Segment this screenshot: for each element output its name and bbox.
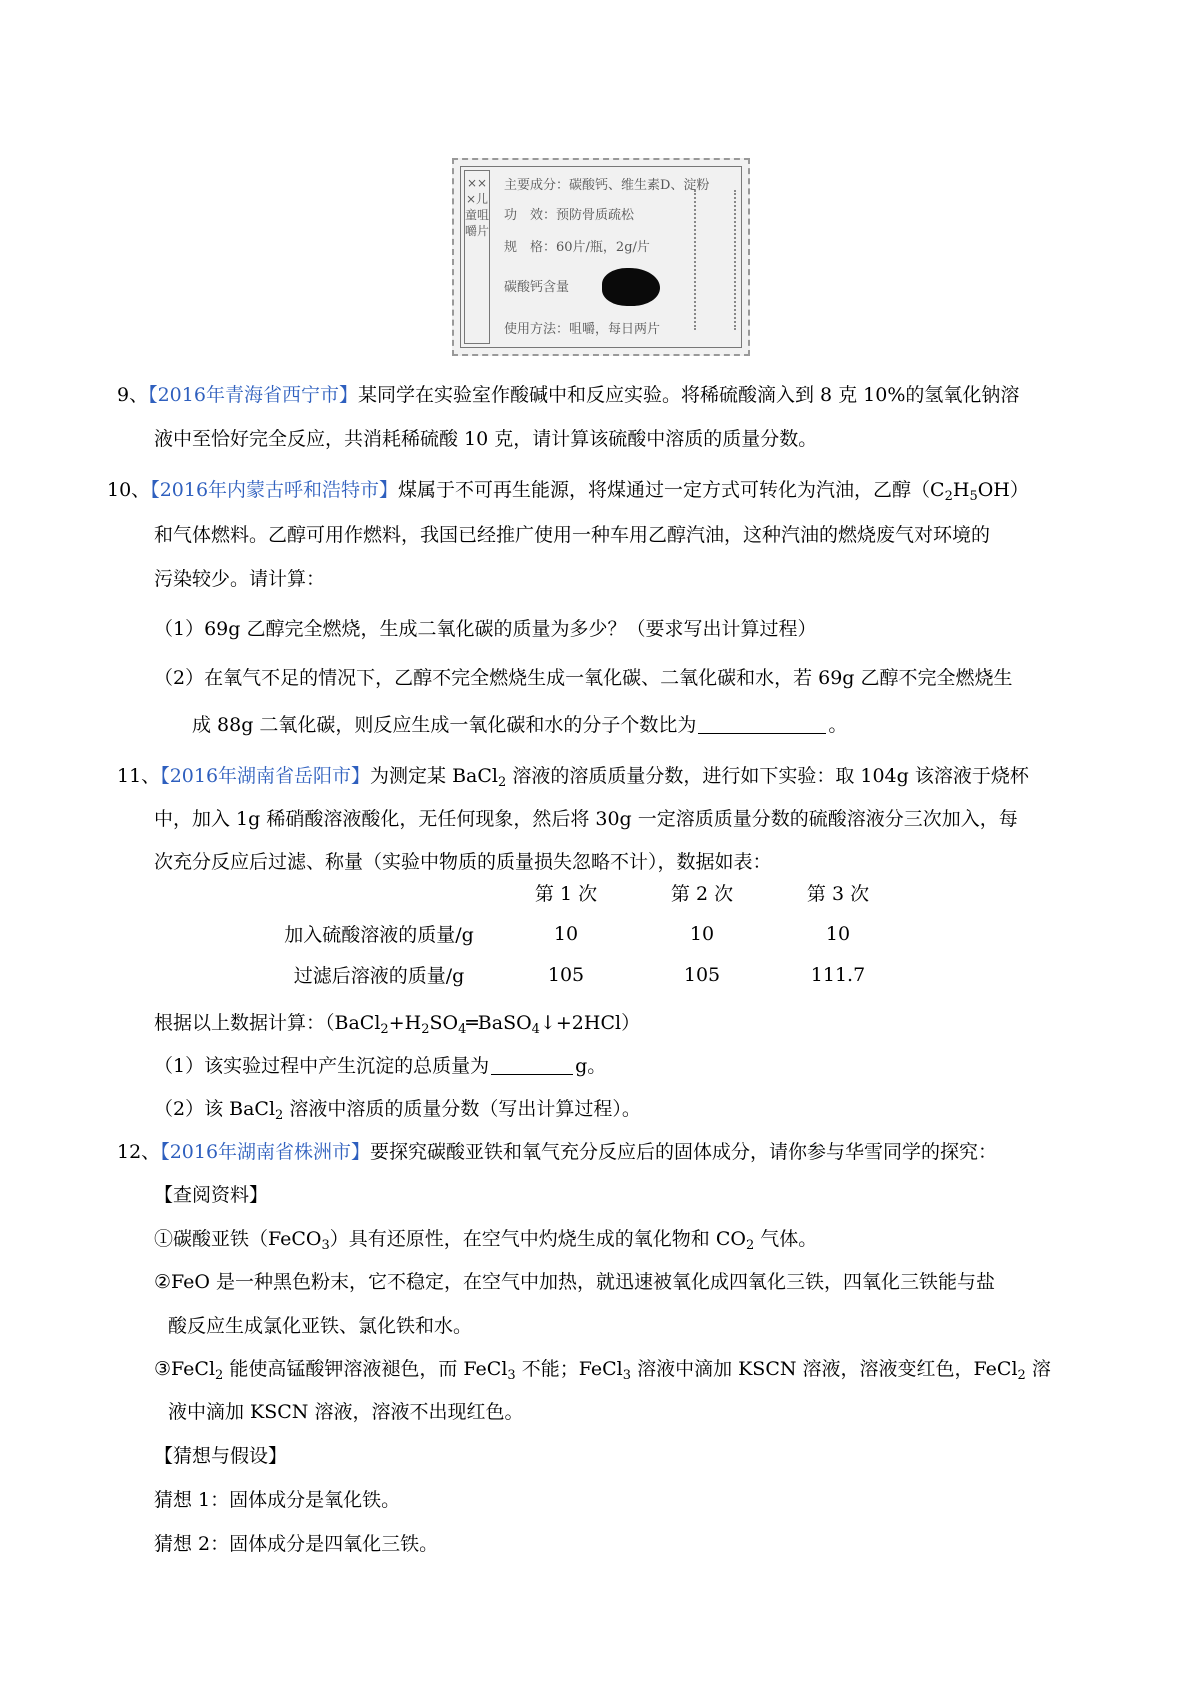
data-table (260, 872, 906, 995)
q9-source: 【2016年青海省西宁市】 (148, 384, 358, 406)
q11-part-2 (154, 1096, 641, 1122)
info-text: ）具有还原性，在空气中灼烧生成的氧化物和 CO (329, 1228, 746, 1250)
table-header: 第 1 次 (534, 883, 598, 905)
info-text: ③FeCl (154, 1358, 216, 1380)
q11-line-1 (117, 763, 1029, 789)
q12-line-1 (117, 1139, 997, 1165)
q10-line-3: 污染较少。请计算： (154, 568, 326, 590)
info-item-3-line-1 (154, 1356, 1051, 1382)
info-text: 溶 (1025, 1358, 1051, 1380)
info-text: 能使高锰酸钾溶液褪色，而 FeCl (223, 1358, 508, 1380)
info-item-2-line-2: 酸反应生成氯化亚铁、氯化铁和水。 (168, 1315, 473, 1337)
q10-part-2-line-1: （2）在氧气不足的情况下，乙醇不完全燃烧生成一氧化碳、二氧化碳和水，若 69g 乙醇不完全燃烧生 (154, 667, 1013, 689)
answer-blank[interactable] (698, 714, 826, 734)
q11-number: 11、 (117, 765, 161, 787)
sub: 4 (458, 1022, 467, 1037)
sub: 2 (380, 1022, 389, 1037)
q11-source: 【2016年湖南省岳阳市】 (160, 765, 371, 787)
info-item-3-line-2: 液中滴加 KSCN 溶液，溶液不出现红色。 (168, 1401, 524, 1423)
q9-number: 9、 (117, 384, 149, 406)
sub: 4 (531, 1022, 540, 1037)
hypothesis-1: 猜想 1：固体成分是氧化铁。 (154, 1489, 401, 1511)
label-decoration (694, 190, 736, 330)
sub: 2 (944, 489, 953, 504)
q9-line-2: 液中至恰好完全反应，共消耗稀硫酸 10 克，请计算该硫酸中溶质的质量分数。 (154, 428, 818, 450)
table-cell: 105 (683, 963, 721, 986)
info-text: ①碳酸亚铁（FeCO (154, 1228, 322, 1250)
calc-text: 根据以上数据计算：（BaCl (154, 1012, 381, 1034)
table-header: 第 2 次 (670, 883, 734, 905)
table-row (260, 913, 906, 954)
q12-source: 【2016年湖南省株洲市】 (160, 1141, 371, 1163)
table-cell: 105 (547, 963, 585, 986)
section-heading-hypothesis: 【猜想与假设】 (154, 1445, 288, 1467)
table-cell: 10 (553, 922, 579, 945)
label-side-text: ×××儿童咀嚼片 (464, 170, 490, 344)
q11-p1-text: （1）该实验过程中产生沉淀的总质量为 (154, 1055, 490, 1077)
q11-part-1 (154, 1053, 606, 1079)
sub: 5 (969, 489, 978, 504)
label-row-spec: 规 格：60片/瓶，2g/片 (504, 240, 650, 255)
info-text: 不能；FeCl (515, 1358, 623, 1380)
q11-text-1a: 为测定某 BaCl (370, 765, 498, 787)
q9-text-1: 某同学在实验室作酸碱中和反应实验。将稀硫酸滴入到 8 克 10%的氢氧化钠溶 (357, 384, 1020, 406)
table-header-row (260, 872, 906, 913)
calc-text: SO (429, 1012, 459, 1034)
sub: 2 (745, 1238, 755, 1253)
q11-line-2: 中，加入 1g 稀硝酸溶液酸化，无任何现象，然后将 30g 一定溶质质量分数的硫酸溶液分三次加入，每 (154, 808, 1018, 830)
q10-number: 10、 (107, 479, 151, 501)
calc-text: ↓+2HCl） (539, 1012, 641, 1034)
q11-p1-end: g。 (575, 1055, 607, 1077)
label-row-effect: 功 效：预防骨质疏松 (504, 208, 635, 223)
table-cell: 10 (689, 922, 715, 945)
sub: 2 (1017, 1368, 1026, 1383)
q10-source: 【2016年内蒙古呼和浩特市】 (150, 479, 399, 501)
table-cell: 10 (825, 922, 851, 945)
table-cell: 111.7 (810, 963, 866, 986)
table-header: 第 3 次 (806, 883, 870, 905)
q11-line-3: 次充分反应后过滤、称量（实验中物质的质量损失忽略不计），数据如表： (154, 851, 772, 873)
q9-line-1 (117, 382, 1019, 408)
row-label: 过滤后溶液的质量/g (293, 965, 465, 987)
label-row-ingredients: 主要成分：碳酸钙、维生素D、淀粉 (504, 178, 710, 193)
q12-number: 12、 (117, 1141, 161, 1163)
q10-line-1 (107, 477, 1029, 503)
sub: 3 (507, 1368, 516, 1383)
row-label: 加入硫酸溶液的质量/g (284, 924, 474, 946)
sub: 2 (421, 1022, 430, 1037)
sub: 2 (275, 1108, 284, 1123)
q10-part-1: （1）69g 乙醇完全燃烧，生成二氧化碳的质量为多少？（要求写出计算过程） (154, 618, 817, 640)
q10-p2-text: 成 88g 二氧化碳，则反应生成一氧化碳和水的分子个数比为 (192, 714, 697, 736)
label-row-content: 碳酸钙含量 (504, 280, 570, 295)
q11-p2-text-b: 溶液中溶质的质量分数（写出计算过程）。 (283, 1098, 641, 1120)
q10-text-1b: H (952, 479, 970, 501)
product-label-image (452, 158, 750, 356)
info-item-2-line-1: ②FeO 是一种黑色粉末，它不稳定，在空气中加热，就迅速被氧化成四氧化三铁，四氧化三铁能与盐 (154, 1271, 996, 1293)
q10-text-1c: OH） (977, 479, 1029, 501)
sub: 3 (622, 1368, 632, 1383)
q10-line-2: 和气体燃料。乙醇可用作燃料，我国已经推广使用一种车用乙醇汽油，这种汽油的燃烧废气对环境的 (154, 524, 991, 546)
q11-text-1b: 溶液的溶质质量分数，进行如下实验：取 104g 该溶液于烧杯 (506, 765, 1029, 787)
info-text: 溶液中滴加 KSCN 溶液，溶液变红色，FeCl (631, 1358, 1018, 1380)
table-row (260, 954, 906, 995)
q10-text-1a: 煤属于不可再生能源，将煤通过一定方式可转化为汽油，乙醇（C (398, 479, 945, 501)
q10-p2-end: 。 (828, 714, 848, 736)
section-heading-references: 【查阅资料】 (154, 1184, 269, 1206)
ink-blot (602, 268, 660, 306)
q12-text-1: 要探究碳酸亚铁和氧气充分反应后的固体成分，请你参与华雪同学的探究： (370, 1141, 998, 1163)
calc-text: ═BaSO (466, 1012, 532, 1034)
info-text: 气体。 (754, 1228, 818, 1250)
calc-text: +H (388, 1012, 422, 1034)
q10-part-2-line-2 (192, 712, 847, 738)
answer-blank[interactable] (491, 1055, 573, 1075)
sub: 2 (215, 1368, 224, 1383)
sub: 2 (498, 775, 507, 790)
sub: 3 (321, 1238, 330, 1253)
hypothesis-2: 猜想 2：固体成分是四氧化三铁。 (154, 1533, 439, 1555)
table-corner (260, 872, 498, 913)
info-item-1 (154, 1226, 817, 1252)
label-row-usage: 使用方法：咀嚼，每日两片 (504, 322, 661, 337)
q11-p2-text: （2）该 BaCl (154, 1098, 276, 1120)
q11-calc-line (154, 1010, 640, 1036)
